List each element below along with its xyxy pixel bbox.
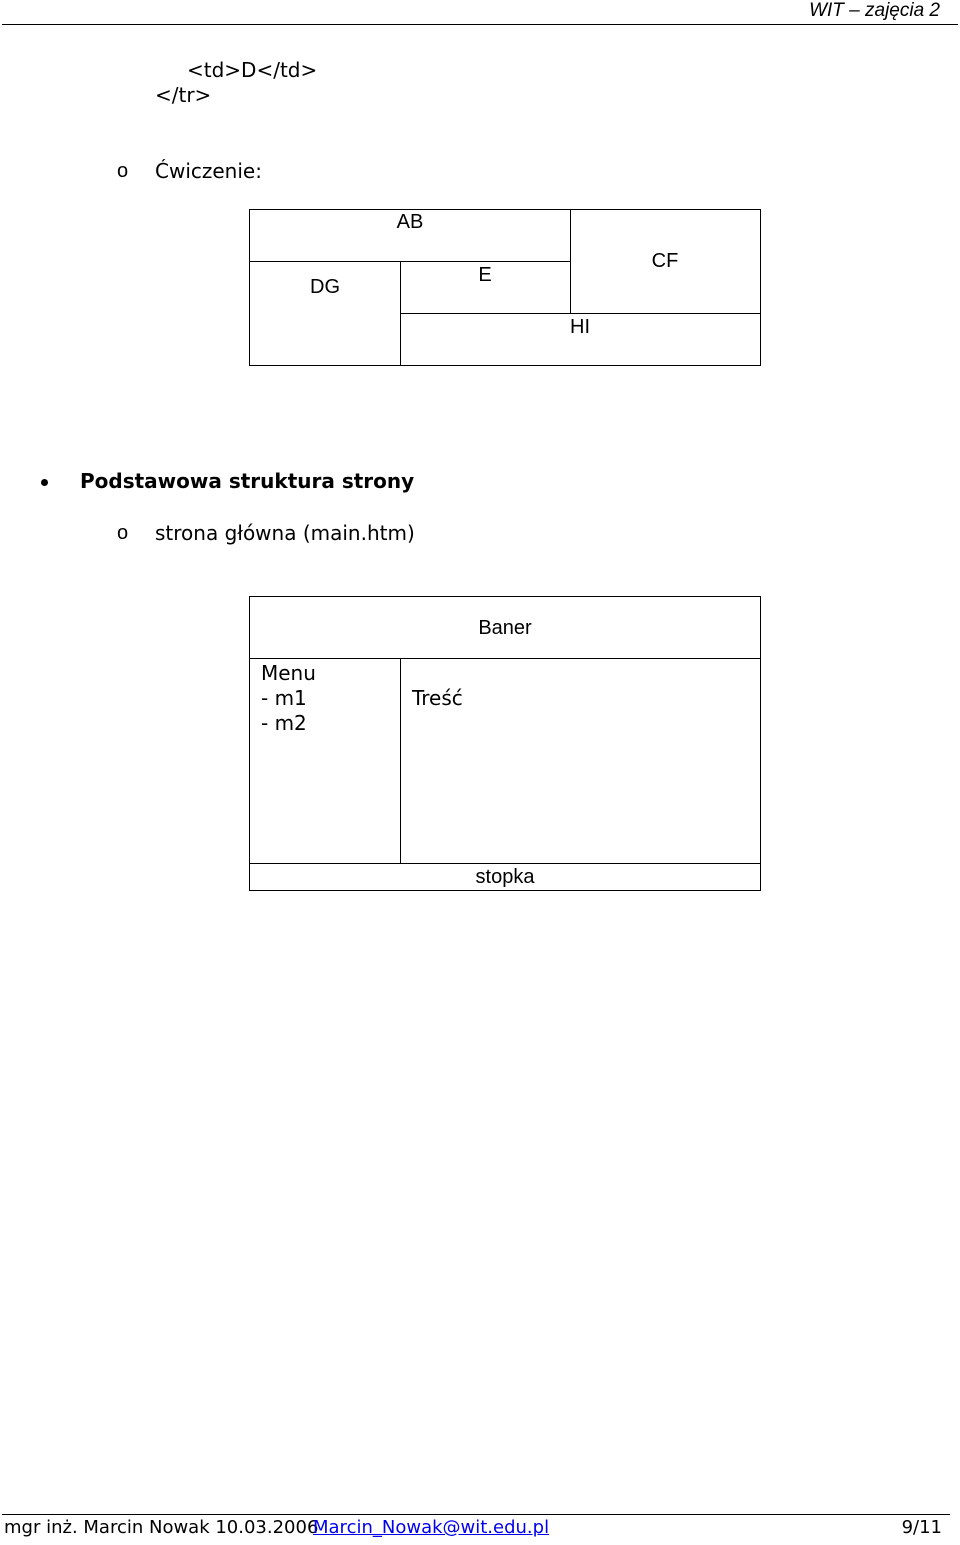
cell-hi: HI xyxy=(570,316,590,338)
page-header: WIT – zajęcia 2 xyxy=(809,0,940,21)
cell-banner: Baner xyxy=(478,617,532,639)
code-line-1: <td>D</td> xyxy=(187,58,318,82)
footer-email-link[interactable]: Marcin_Nowak@wit.edu.pl xyxy=(313,1517,550,1538)
cell-divider xyxy=(570,209,571,314)
cell-divider xyxy=(400,313,761,314)
footer-author: mgr inż. Marcin Nowak 10.03.2006 xyxy=(4,1517,319,1538)
cell-cf: CF xyxy=(651,250,679,272)
cell-dg: DG xyxy=(310,276,340,298)
cell-footer: stopka xyxy=(475,866,535,888)
code-line-2: </tr> xyxy=(155,83,212,107)
exercise-label: Ćwiczenie: xyxy=(155,159,262,183)
bullet-icon xyxy=(41,479,48,486)
table-outline xyxy=(249,596,761,891)
cell-content: Treść xyxy=(412,686,463,710)
cell-divider xyxy=(400,658,401,864)
sub-bullet-marker: o xyxy=(117,160,129,182)
footer-divider xyxy=(2,1514,950,1515)
section-item-label: strona główna (main.htm) xyxy=(155,521,415,545)
sub-bullet-marker: o xyxy=(117,522,129,544)
cell-e: E xyxy=(478,264,492,286)
cell-divider xyxy=(249,863,761,864)
cell-menu: Menu - m1 - m2 xyxy=(261,661,316,735)
header-divider xyxy=(2,24,958,25)
cell-divider xyxy=(249,658,761,659)
footer-page-number: 9/11 xyxy=(901,1517,942,1538)
cell-ab: AB xyxy=(396,211,424,233)
section-heading: Podstawowa struktura strony xyxy=(80,469,415,493)
cell-divider xyxy=(249,261,571,262)
